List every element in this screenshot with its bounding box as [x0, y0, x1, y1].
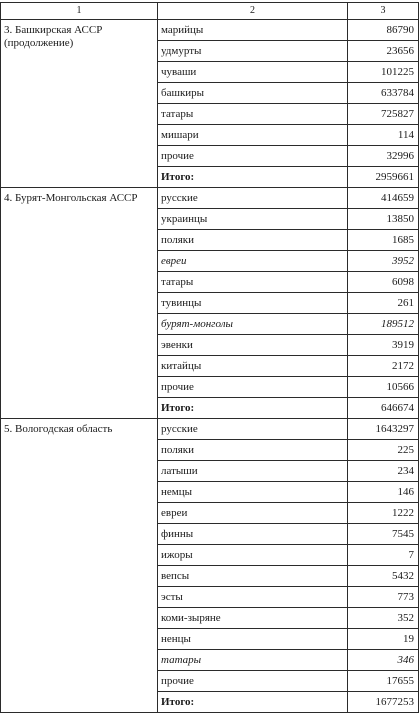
nationality-cell: удмурты: [158, 41, 348, 62]
table-row: [1, 188, 419, 209]
nationality-cell: вепсы: [158, 566, 348, 587]
region-name: 3. Башкирская АССР (продолжение): [1, 20, 158, 188]
population-cell: 1643297: [348, 419, 419, 440]
nationality-cell: поляки: [158, 440, 348, 461]
header-row: [1, 3, 419, 20]
total-label: Итого:: [158, 398, 348, 419]
nationality-cell: татары: [158, 272, 348, 293]
population-cell: 2172: [348, 356, 419, 377]
population-cell: 346: [348, 650, 419, 671]
population-cell: 1685: [348, 230, 419, 251]
nationality-cell: немцы: [158, 482, 348, 503]
population-cell: 261: [348, 293, 419, 314]
total-value: 1677253: [348, 692, 419, 713]
population-cell: 7545: [348, 524, 419, 545]
population-cell: 773: [348, 587, 419, 608]
population-cell: 146: [348, 482, 419, 503]
population-cell: 3952: [348, 251, 419, 272]
population-cell: 725827: [348, 104, 419, 125]
nationality-cell: евреи: [158, 503, 348, 524]
nationality-cell: марийцы: [158, 20, 348, 41]
nationality-cell: мишари: [158, 125, 348, 146]
population-cell: 414659: [348, 188, 419, 209]
population-cell: 6098: [348, 272, 419, 293]
header-col-1: 1: [1, 3, 158, 20]
table-row: [1, 419, 419, 440]
nationality-cell: поляки: [158, 230, 348, 251]
table-body: [1, 20, 419, 713]
population-cell: 101225: [348, 62, 419, 83]
population-cell: 23656: [348, 41, 419, 62]
population-cell: 32996: [348, 146, 419, 167]
total-label: Итого:: [158, 167, 348, 188]
nationality-cell: татары: [158, 104, 348, 125]
nationality-cell: эсты: [158, 587, 348, 608]
population-cell: 13850: [348, 209, 419, 230]
table-header: [1, 3, 419, 20]
nationality-cell: татары: [158, 650, 348, 671]
nationality-cell: эвенки: [158, 335, 348, 356]
total-value: 2959661: [348, 167, 419, 188]
population-cell: 234: [348, 461, 419, 482]
nationality-cell: финны: [158, 524, 348, 545]
population-cell: 86790: [348, 20, 419, 41]
region-name: 4. Бурят-Монгольская АССР: [1, 188, 158, 419]
nationality-cell: ненцы: [158, 629, 348, 650]
table-row: [1, 20, 419, 41]
population-cell: 114: [348, 125, 419, 146]
total-label: Итого:: [158, 692, 348, 713]
population-cell: 17655: [348, 671, 419, 692]
nationality-cell: чуваши: [158, 62, 348, 83]
nationality-cell: прочие: [158, 671, 348, 692]
population-cell: 633784: [348, 83, 419, 104]
population-cell: 7: [348, 545, 419, 566]
nationality-cell: башкиры: [158, 83, 348, 104]
nationality-cell: евреи: [158, 251, 348, 272]
region-name: 5. Вологодская область: [1, 419, 158, 713]
total-value: 646674: [348, 398, 419, 419]
nationality-cell: русские: [158, 188, 348, 209]
nationality-cell: украинцы: [158, 209, 348, 230]
population-cell: 225: [348, 440, 419, 461]
nationality-cell: ижоры: [158, 545, 348, 566]
population-cell: 1222: [348, 503, 419, 524]
population-cell: 5432: [348, 566, 419, 587]
nationality-cell: коми-зыряне: [158, 608, 348, 629]
population-cell: 3919: [348, 335, 419, 356]
population-cell: 189512: [348, 314, 419, 335]
header-col-2: 2: [158, 3, 348, 20]
nationality-cell: бурят-монголы: [158, 314, 348, 335]
population-cell: 10566: [348, 377, 419, 398]
nationality-cell: китайцы: [158, 356, 348, 377]
nationality-cell: русские: [158, 419, 348, 440]
population-cell: 19: [348, 629, 419, 650]
population-cell: 352: [348, 608, 419, 629]
nationality-cell: прочие: [158, 377, 348, 398]
header-col-3: 3: [348, 3, 419, 20]
nationality-cell: прочие: [158, 146, 348, 167]
nationality-cell: тувинцы: [158, 293, 348, 314]
nationality-cell: латыши: [158, 461, 348, 482]
census-table: [0, 2, 419, 713]
